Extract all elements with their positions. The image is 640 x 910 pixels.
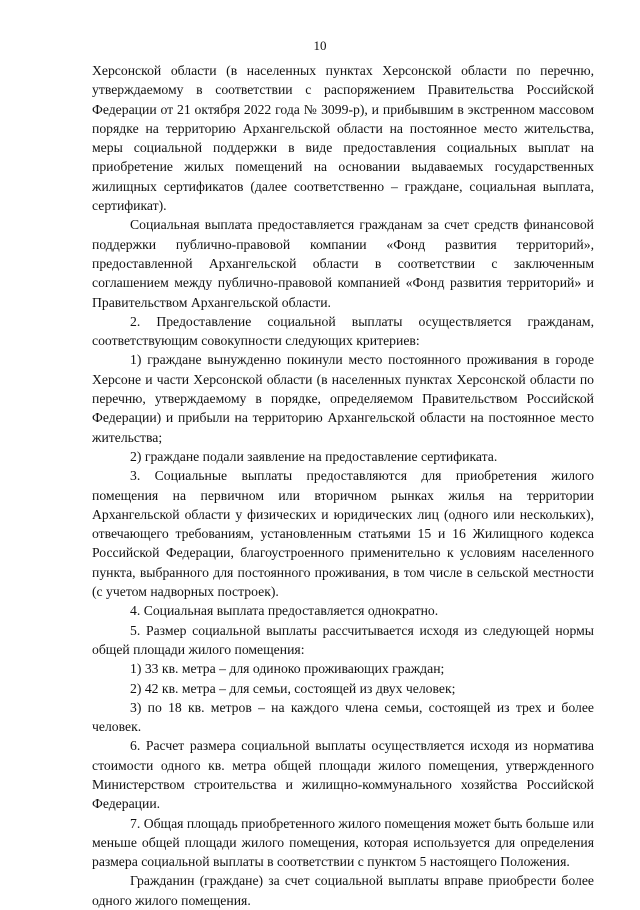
paragraph-clause-5: 5. Размер социальной выплаты рассчитывается исходя из следующей нормы общей площади жилого помещения: [92, 622, 594, 657]
paragraph-clause-2: 2. Предоставление социальной выплаты осуществляется гражданам, соответствующим совокупности следующих критериев: [92, 313, 594, 349]
paragraph-funding-source: Социальная выплата предоставляется гражданам за счет средств финансовой поддержки публично-правовой компании «Фонд развития территорий», предоставленной Архангельской области в соответствии с заключенным соглашением между публично-правовой компанией «Фонд развития территорий» и Правительством Архангельской области. [92, 217, 594, 310]
paragraph-norm-3: 3) по 18 кв. метров – на каждого члена семьи, состоящей из трех и более человек. [92, 699, 594, 735]
paragraph-criterion-1: 1) граждане вынужденно покинули место постоянного проживания в городе Херсоне и части Херсонской области (в населенных пунктах Херсонской области по перечню, утверждаемому в порядке, определяемом Правительством Российской Федерации) и прибыли на территорию Архангельской области на постоянное место жительства; [92, 352, 594, 445]
paragraph-clause-3: 3. Социальные выплаты предоставляются для приобретения жилого помещения на первичном или вторичном рынках жилья на территории Архангельской области у физических и юридических лиц (одного или нескольких), отвечающего требованиям, установленным статьями 15 и 16 Жилищного кодекса Российской Федерации, благоустроенного применительно к условиям населенного пункта, выбранного для постоянного проживания, в том числе в сельской местности (с учетом надворных построек). [92, 468, 594, 600]
paragraph-clause-7: 7. Общая площадь приобретенного жилого помещения может быть больше или меньше общей площади жилого помещения, которая используется для определения размера социальной выплаты в соответствии с пунктом 5 настоящего Положения. [92, 815, 594, 870]
paragraph-continuation: Херсонской области (в населенных пунктах Херсонской области по перечню, утверждаемому в соответствии с распоряжением Правительства Российской Федерации от 21 октября 2022 года № 3099-р), и прибывшим в экстренном массовом порядке на территорию Архангельской области на постоянное место жительства, меры социальной поддержки в виде предоставления социальных выплат на приобретение жилых помещений на основании выдаваемых государственных жилищных сертификатов (далее соответственно – граждане, социальная выплата, сертификат). [92, 63, 594, 214]
paragraph-norm-1: 1) 33 кв. метра – для одиноко проживающих граждан; [130, 661, 445, 677]
page-number: 10 [313, 38, 327, 53]
document-body [92, 61, 594, 910]
paragraph-multiple-dwellings: Гражданин (граждане) за счет социальной выплаты вправе приобрести более одного жилого помещения. [92, 873, 594, 908]
paragraph-norm-2: 2) 42 кв. метра – для семьи, состоящей из двух человек; [130, 680, 456, 696]
paragraph-clause-6: 6. Расчет размера социальной выплаты осуществляется исходя из норматива стоимости одного кв. метра общей площади жилого помещения, утвержденного Министерством строительства и жилищно-коммунального хозяйства Российской Федерации. [92, 738, 594, 812]
paragraph-criterion-2: 2) граждане подали заявление на предоставление сертификата. [130, 448, 498, 464]
paragraph-clause-4: 4. Социальная выплата предоставляется однократно. [130, 603, 439, 619]
